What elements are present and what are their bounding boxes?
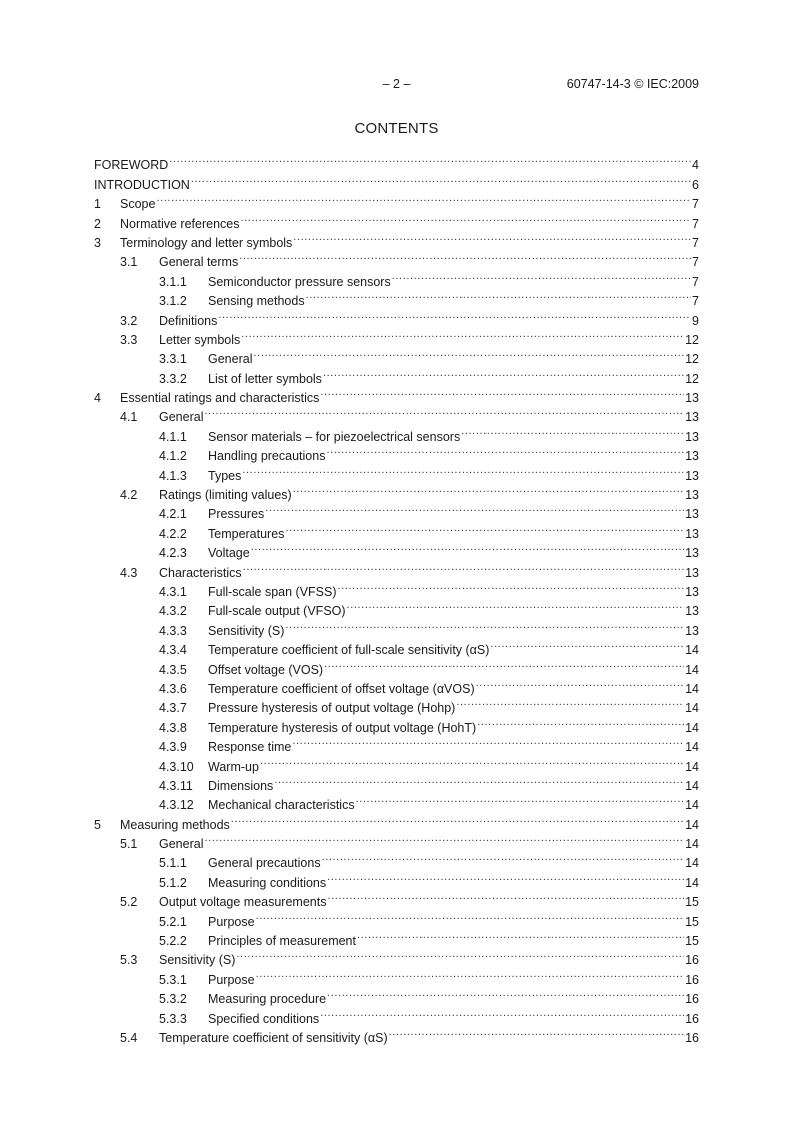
- dot-leader: [239, 247, 691, 266]
- toc-entry[interactable]: [94, 150, 699, 173]
- dot-leader: [324, 654, 684, 673]
- toc-entry-number: 4.3.6: [159, 681, 187, 696]
- toc-entry-page: 14: [685, 798, 699, 813]
- toc-entry-page: 15: [685, 895, 699, 910]
- toc-entry-title: General precautions: [208, 856, 321, 871]
- dot-leader: [204, 402, 684, 421]
- dot-leader: [242, 460, 684, 479]
- dot-leader: [327, 887, 684, 906]
- toc-entry-page: 13: [685, 526, 699, 541]
- toc-entry-number: 4.2.3: [159, 546, 187, 561]
- dot-leader: [251, 538, 684, 557]
- toc-entry-page: 14: [685, 662, 699, 677]
- dot-leader: [461, 421, 684, 440]
- toc-entry-title: Temperature coefficient of full-scale sensitivity (αS): [208, 643, 490, 658]
- toc-entry-page: 14: [685, 720, 699, 735]
- dot-leader: [256, 906, 685, 925]
- toc-entry-title: Temperature coefficient of sensitivity (αS): [159, 1030, 388, 1045]
- toc-entry-page: 13: [685, 507, 699, 522]
- dot-leader: [347, 596, 685, 615]
- toc-entry-number: 4.3.11: [159, 778, 193, 793]
- dot-leader: [356, 790, 685, 809]
- toc-entry-title: Voltage: [208, 546, 250, 561]
- toc-entry-number: 4.3.12: [159, 798, 194, 813]
- dot-leader: [293, 228, 691, 247]
- toc-entry-number: 5.3.1: [159, 972, 187, 987]
- dot-leader: [357, 926, 684, 945]
- toc-entry-title: General: [159, 837, 204, 852]
- toc-entry-number: 4.3.7: [159, 701, 187, 716]
- toc-entry-number: 4.3.10: [159, 759, 194, 774]
- dot-leader: [306, 286, 691, 305]
- toc-entry-number: 4.3.1: [159, 584, 187, 599]
- toc-entry-page: 12: [685, 371, 699, 386]
- toc-entry[interactable]: [94, 189, 699, 212]
- toc-entry-page: 7: [692, 216, 699, 231]
- toc-entry-page: 13: [685, 584, 699, 599]
- toc-entry-page: 6: [692, 177, 699, 192]
- toc-entry-page: 16: [685, 1030, 699, 1045]
- toc-entry-title: Sensor materials – for piezoelectrical sensors: [208, 429, 461, 444]
- toc-entry-page: 9: [692, 313, 699, 328]
- toc-entry-number: 3.2: [120, 313, 138, 328]
- toc-entry-page: 15: [685, 914, 699, 929]
- dot-leader: [243, 557, 684, 576]
- toc-entry-number: 5.2: [120, 895, 138, 910]
- toc-entry-page: 13: [685, 623, 699, 638]
- dot-leader: [191, 169, 691, 188]
- toc-entry[interactable]: [94, 208, 699, 231]
- toc-entry-number: 3.1: [120, 255, 138, 270]
- toc-entry-title: Semiconductor pressure sensors: [208, 274, 391, 289]
- toc-entry-page: 4: [692, 158, 699, 173]
- toc-entry-number: 3.3.2: [159, 371, 187, 386]
- toc-entry-number: 4.3.5: [159, 662, 187, 677]
- dot-leader: [285, 615, 684, 634]
- toc-entry-number: 4.1.2: [159, 449, 187, 464]
- toc-entry-title: Temperature coefficient of offset voltage (αVOS): [208, 681, 475, 696]
- toc-entry-number: 3: [94, 235, 101, 250]
- toc-entry-page: 14: [685, 817, 699, 832]
- dot-leader: [320, 1003, 684, 1022]
- toc-entry-page: 7: [692, 294, 699, 309]
- dot-leader: [265, 499, 684, 518]
- dot-leader: [320, 383, 684, 402]
- dot-leader: [323, 363, 684, 382]
- toc-entry-title: Sensitivity (S): [208, 623, 285, 638]
- dot-leader: [169, 150, 691, 169]
- toc-entry-title: INTRODUCTION: [94, 177, 190, 192]
- dot-leader: [476, 674, 684, 693]
- toc-entry-title: FOREWORD: [94, 158, 169, 173]
- toc-entry-page: 14: [685, 759, 699, 774]
- toc-entry-page: 7: [692, 197, 699, 212]
- toc-entry-page: 16: [685, 1011, 699, 1026]
- toc-entry-number: 3.3: [120, 332, 138, 347]
- toc-entry-number: 5.1.1: [159, 856, 187, 871]
- document-identifier: 60747-14-3 © IEC:2009: [566, 77, 699, 91]
- toc-entry-number: 4.2.1: [159, 507, 187, 522]
- toc-entry-number: 4.3.8: [159, 720, 187, 735]
- toc-entry-number: 5.2.2: [159, 934, 187, 949]
- dot-leader: [236, 945, 684, 964]
- table-of-contents: [94, 150, 699, 1045]
- toc-entry-title: Offset voltage (VOS): [208, 662, 324, 677]
- toc-entry-title: Temperatures: [208, 526, 285, 541]
- toc-entry-page: 13: [685, 604, 699, 619]
- toc-entry-title: Response time: [208, 740, 292, 755]
- toc-entry-page: 16: [685, 972, 699, 987]
- toc-entry-page: 14: [685, 681, 699, 696]
- toc-entry-title: Definitions: [159, 313, 218, 328]
- toc-entry-title: Full-scale span (VFSS): [208, 584, 337, 599]
- toc-entry-page: 14: [685, 701, 699, 716]
- dot-leader: [274, 771, 684, 790]
- toc-entry-number: 5.3.2: [159, 992, 187, 1007]
- toc-entry-title: Ratings (limiting values): [159, 488, 292, 503]
- toc-entry-title: Sensitivity (S): [159, 953, 236, 968]
- dot-leader: [218, 305, 691, 324]
- toc-entry-title: Pressure hysteresis of output voltage (Hohp): [208, 701, 456, 716]
- toc-entry-title: Essential ratings and characteristics: [120, 391, 320, 406]
- dot-leader: [338, 577, 685, 596]
- toc-entry-number: 4.3.3: [159, 623, 187, 638]
- toc-entry-title: Temperature hysteresis of output voltage (HohT): [208, 720, 477, 735]
- toc-entry-page: 13: [685, 391, 699, 406]
- toc-entry-number: 5.4: [120, 1030, 138, 1045]
- toc-entry-number: 4: [94, 391, 101, 406]
- toc-entry-number: 5.2.1: [159, 914, 187, 929]
- toc-entry-title: List of letter symbols: [208, 371, 322, 386]
- toc-entry-title: Terminology and letter symbols: [120, 235, 293, 250]
- toc-entry-page: 7: [692, 235, 699, 250]
- dot-leader: [326, 441, 684, 460]
- toc-entry-title: General terms: [159, 255, 239, 270]
- toc-entry-title: Sensing methods: [208, 294, 305, 309]
- toc-entry-number: 4.1.3: [159, 468, 187, 483]
- toc-entry-number: 5.1.2: [159, 875, 187, 890]
- toc-entry-page: 7: [692, 255, 699, 270]
- toc-entry-title: Purpose: [208, 972, 255, 987]
- dot-leader: [204, 829, 684, 848]
- dot-leader: [322, 848, 685, 867]
- toc-entry-title: General: [159, 410, 204, 425]
- toc-entry-number: 4.2.2: [159, 526, 187, 541]
- toc-entry-number: 3.3.1: [159, 352, 187, 367]
- toc-entry-page: 13: [685, 488, 699, 503]
- toc-entry-number: 4.3.4: [159, 643, 187, 658]
- toc-entry-number: 4.1: [120, 410, 138, 425]
- toc-entry-number: 4.3.9: [159, 740, 187, 755]
- toc-entry-page: 14: [685, 740, 699, 755]
- dot-leader: [253, 344, 684, 363]
- dot-leader: [456, 693, 684, 712]
- toc-entry-number: 4.2: [120, 488, 138, 503]
- toc-entry-title: Characteristics: [159, 565, 242, 580]
- toc-entry-page: 13: [685, 449, 699, 464]
- toc-entry-title: Mechanical characteristics: [208, 798, 355, 813]
- toc-entry-page: 14: [685, 778, 699, 793]
- toc-entry-title: Measuring conditions: [208, 875, 327, 890]
- toc-entry-number: 1: [94, 197, 101, 212]
- toc-entry-page: 16: [685, 992, 699, 1007]
- toc-entry-title: Measuring methods: [120, 817, 230, 832]
- toc-entry-title: Specified conditions: [208, 1011, 320, 1026]
- toc-entry-number: 5.1: [120, 837, 138, 852]
- toc-entry-number: 2: [94, 216, 101, 231]
- toc-entry-page: 13: [685, 410, 699, 425]
- page-header: [94, 77, 699, 93]
- toc-entry-title: Full-scale output (VFSO): [208, 604, 346, 619]
- toc-entry-number: 3.1.1: [159, 274, 187, 289]
- toc-entry-page: 14: [685, 856, 699, 871]
- dot-leader: [292, 732, 684, 751]
- dot-leader: [327, 984, 684, 1003]
- toc-entry-page: 15: [685, 934, 699, 949]
- toc-entry-page: 13: [685, 429, 699, 444]
- toc-entry-title: Output voltage measurements: [159, 895, 327, 910]
- toc-entry-title: Measuring procedure: [208, 992, 327, 1007]
- dot-leader: [293, 480, 684, 499]
- dot-leader: [241, 208, 692, 227]
- toc-entry-number: 4.3.2: [159, 604, 187, 619]
- toc-entry-page: 14: [685, 837, 699, 852]
- toc-entry-page: 12: [685, 352, 699, 367]
- toc-entry-title: Letter symbols: [159, 332, 241, 347]
- toc-entry-title: Principles of measurement: [208, 934, 356, 949]
- toc-entry-title: Purpose: [208, 914, 255, 929]
- toc-entry-page: 13: [685, 468, 699, 483]
- dot-leader: [389, 1023, 684, 1042]
- contents-title: CONTENTS: [354, 120, 439, 137]
- dot-leader: [256, 964, 685, 983]
- dot-leader: [477, 712, 684, 731]
- toc-entry-number: 4.3: [120, 565, 138, 580]
- toc-entry-page: 14: [685, 875, 699, 890]
- page-number: – 2 –: [382, 77, 411, 91]
- toc-entry-title: Types: [208, 468, 242, 483]
- toc-entry-title: Pressures: [208, 507, 265, 522]
- toc-entry-page: 14: [685, 643, 699, 658]
- toc-entry-page: 13: [685, 546, 699, 561]
- dot-leader: [231, 809, 684, 828]
- toc-entry-number: 5: [94, 817, 101, 832]
- dot-leader: [260, 751, 684, 770]
- toc-entry-number: 5.3: [120, 953, 138, 968]
- dot-leader: [156, 189, 691, 208]
- toc-entry-title: Normative references: [120, 216, 240, 231]
- dot-leader: [392, 266, 691, 285]
- toc-entry-page: 16: [685, 953, 699, 968]
- toc-entry-title: Handling precautions: [208, 449, 326, 464]
- toc-entry-title: Warm-up: [208, 759, 259, 774]
- toc-entry-title: General: [208, 352, 253, 367]
- toc-entry-title: Scope: [120, 197, 156, 212]
- dot-leader: [490, 635, 684, 654]
- toc-entry-page: 12: [685, 332, 699, 347]
- toc-entry-number: 3.1.2: [159, 294, 187, 309]
- toc-entry-page: 7: [692, 274, 699, 289]
- toc-entry[interactable]: [94, 169, 699, 192]
- dot-leader: [285, 518, 684, 537]
- toc-entry-number: 5.3.3: [159, 1011, 187, 1026]
- toc-entry-number: 4.1.1: [159, 429, 187, 444]
- dot-leader: [327, 867, 684, 886]
- toc-entry-page: 13: [685, 565, 699, 580]
- dot-leader: [241, 325, 684, 344]
- toc-entry-title: Dimensions: [208, 778, 274, 793]
